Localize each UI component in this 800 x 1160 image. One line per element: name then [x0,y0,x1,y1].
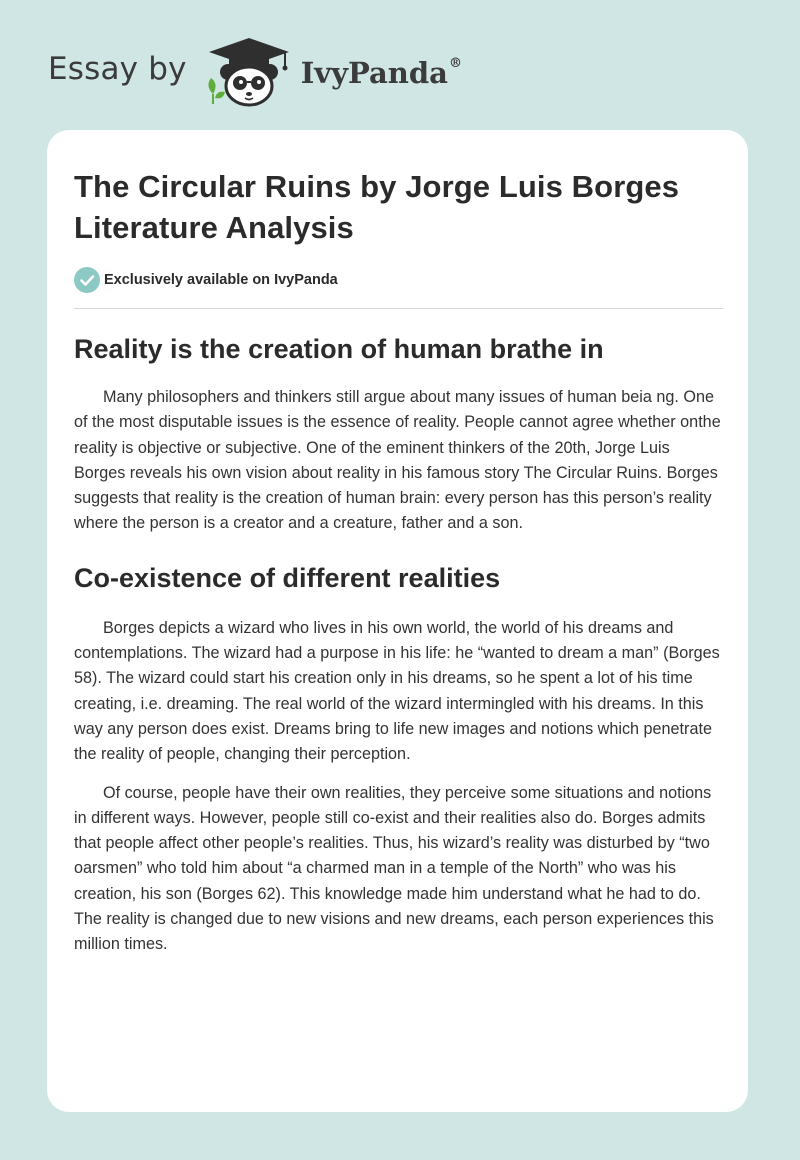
panda-graduate-logo-icon[interactable] [201,34,297,108]
paragraph: Of course, people have their own realities, they perceive some situations and notions in different ways. However, people still co-exist and their realities also do. Borges admits that people affect other people’s realities. Thus, his wizard’s reality was disturbed by “two oarsmen” who told him about “a charmed man in a temple of the North” who was his creation, his son (Borges 62). This knowledge made him understand what he had to do. The reality is changed due to new visions and new dreams, each person experiences this million times. [74,783,714,954]
page-title: The Circular Ruins by Jorge Luis Borges Literature Analysis [74,169,680,245]
section-heading: Co-existence of different realities [74,562,501,593]
check-circle-icon [74,267,100,293]
section-heading: Reality is the creation of human brathe in [74,334,604,364]
essay-by-label: Essay by [48,51,187,87]
site-header [48,34,462,108]
divider [74,308,723,309]
brand-name: IvyPanda® [300,56,462,90]
article-card [47,130,748,1112]
badge-text: Exclusively available on IvyPanda [104,272,338,288]
paragraph: Many philosophers and thinkers still argue about many issues of human beia ng. One of the most disputable issues is the essence of reality. People cannot agree whether onthe reality is objective or subjective. One of the eminent thinkers of the 20th, Jorge Luis Borges reveals his own vision about reality in his famous story The Circular Ruins. Borges suggests that reality is the creation of human brain: every person has this person’s reality where the person is a creator and a creature, father and a son. [74,388,721,533]
exclusive-badge [74,266,723,294]
paragraph: Borges depicts a wizard who lives in his own world, the world of his dreams and contemplations. The wizard had a purpose in his life: he “wanted to dream a man” (Borges 58). The wizard could start his creation only in his dreams, so he spent a lot of his time creating, i.e. dreaming. The real world of the wizard intermingled with his dreams. In this way any person does exist. Dreams bring to life new images and notions which penetrate the reality of people, changing their perception. [74,618,720,764]
